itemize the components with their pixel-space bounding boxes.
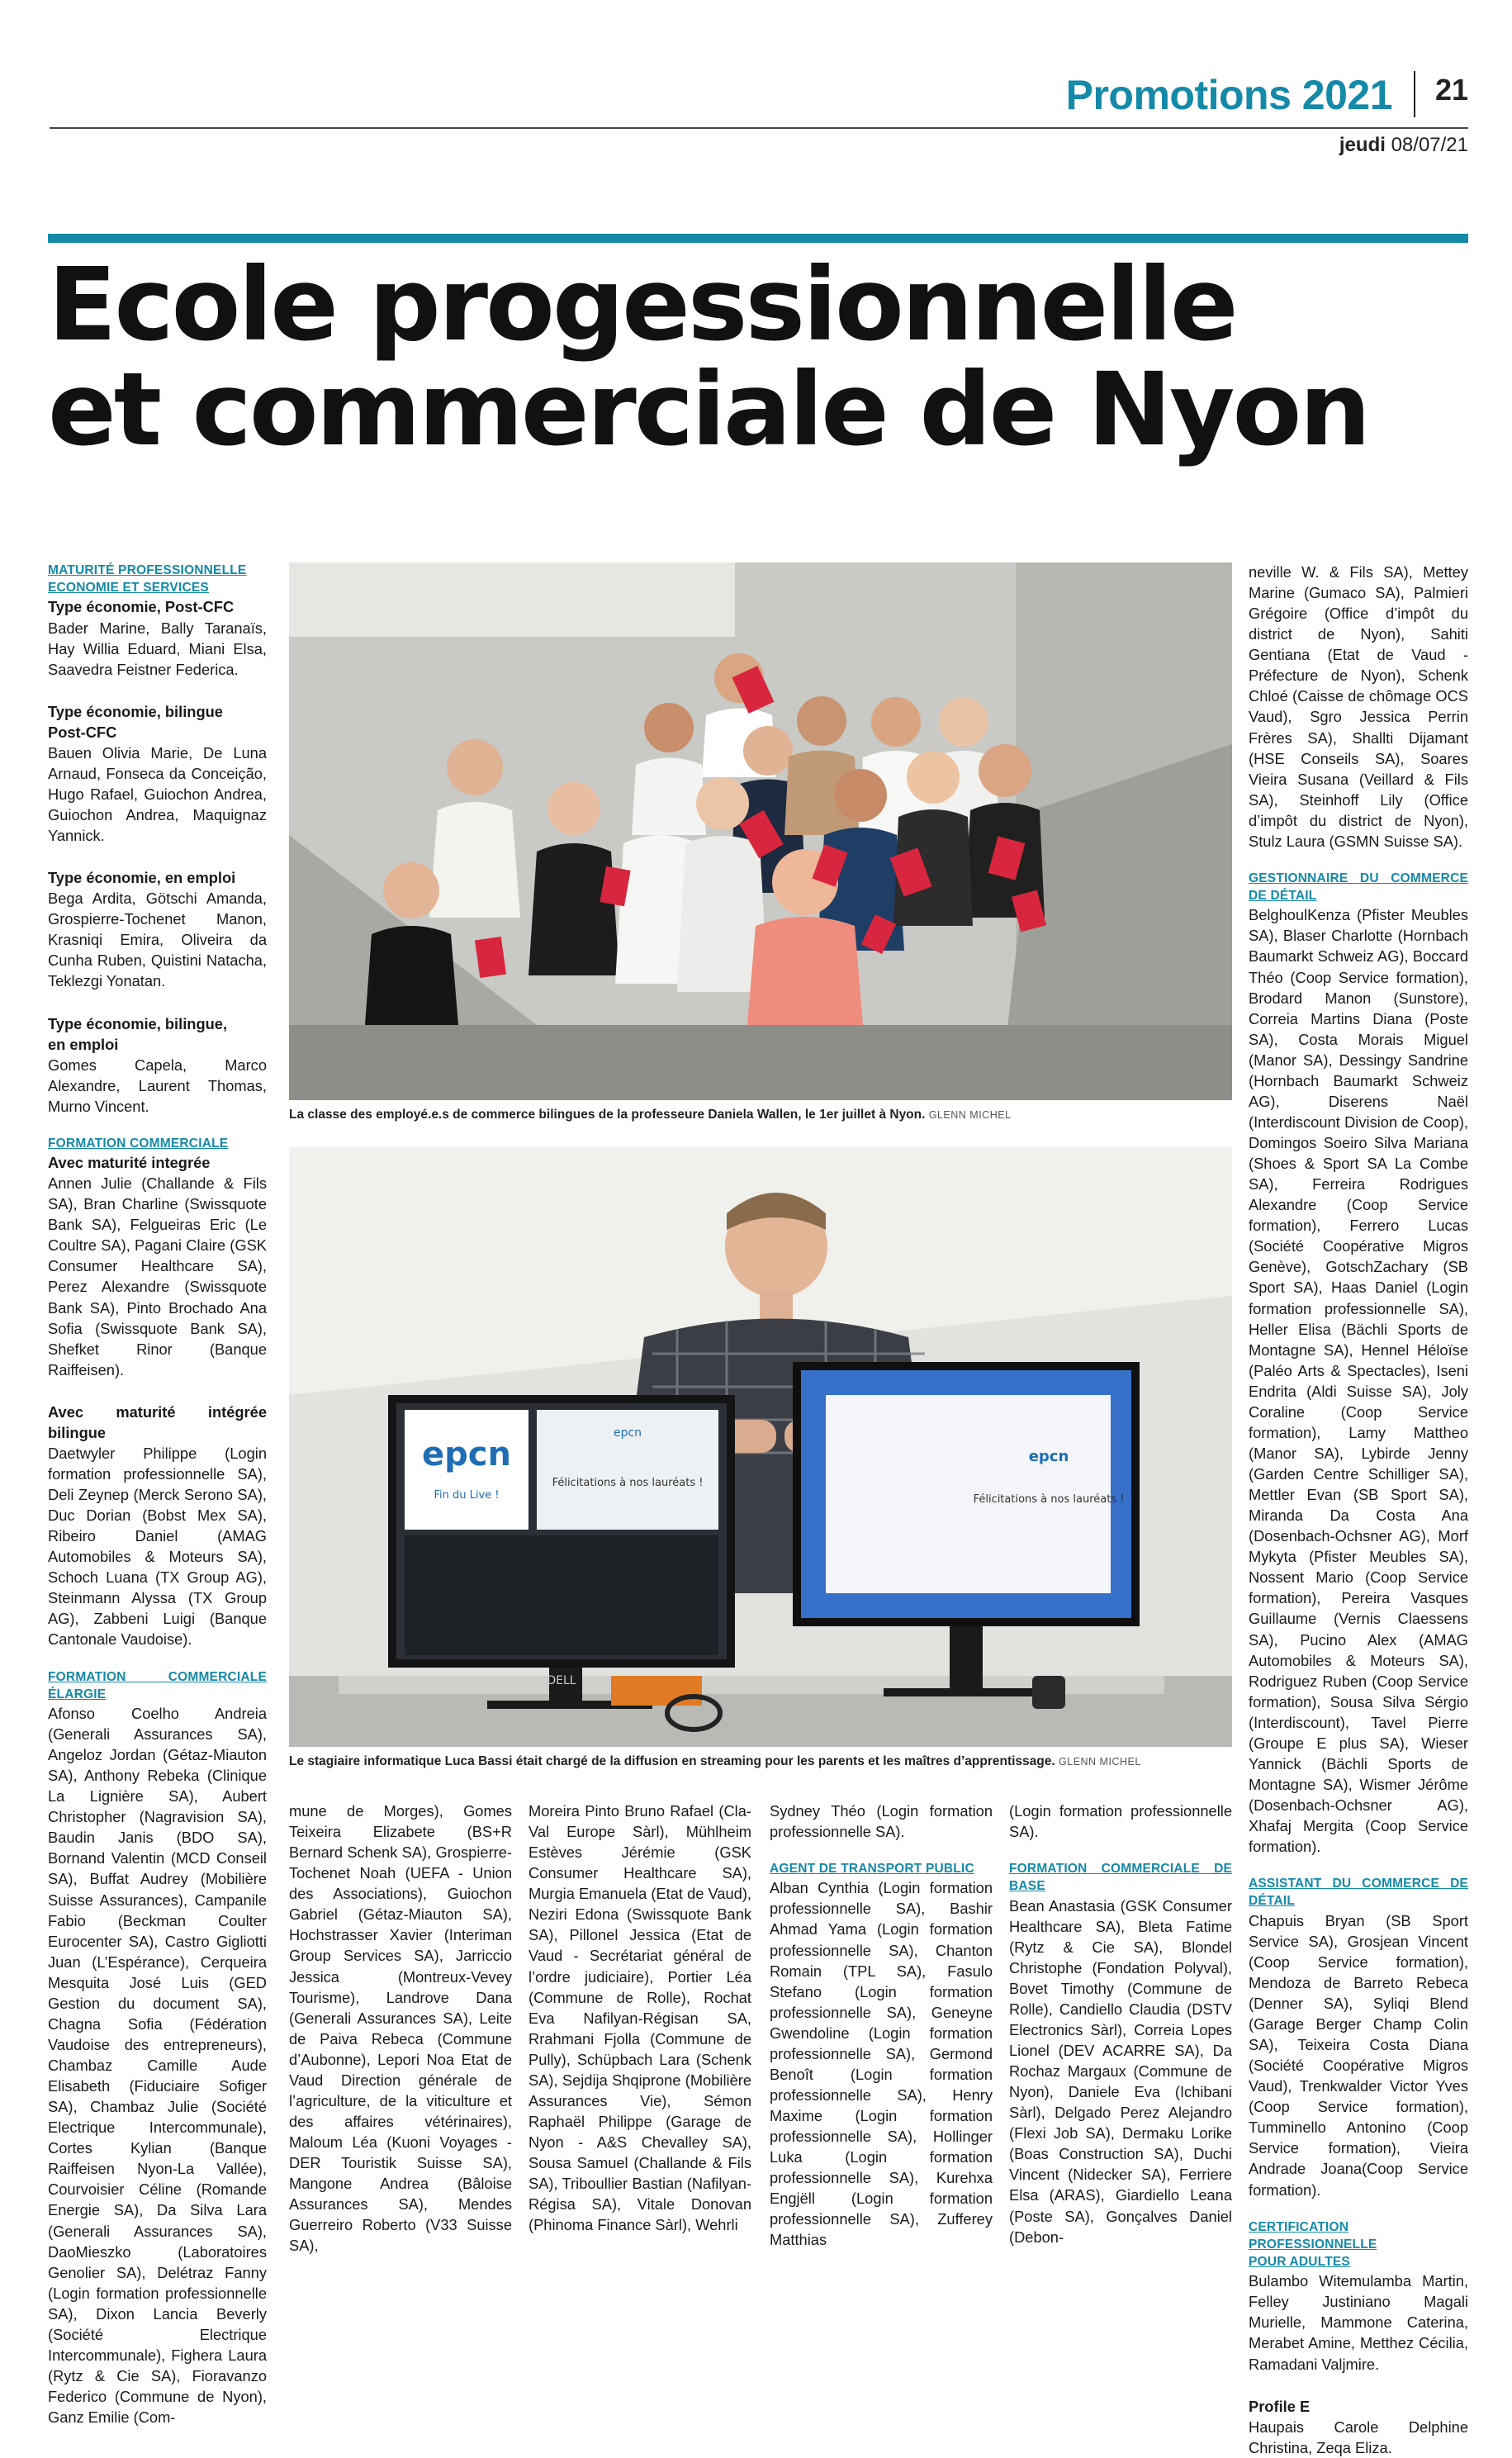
intern-photo-caption [289, 1754, 1141, 1769]
headline-line-2: et commerciale de Nyon [48, 350, 1369, 468]
article-headline [48, 246, 1468, 468]
column-right [1249, 562, 1468, 2458]
name-list: Bulambo Witemulamba Martin, Felley Justiniano Magali Murielle, Mammone Caterina, Merabet Amine, Metthez Cécilia, Ramadani Valjmire. [1249, 2272, 1468, 2373]
intern-screens-photo [289, 1147, 1232, 1747]
photo-credit: GLENN MICHEL [928, 1109, 1012, 1121]
column-bottom-1 [289, 1801, 512, 2256]
photo-credit: GLENN MICHEL [1059, 1756, 1141, 1768]
name-list: Sydney Théo (Login formation professionnelle SA). [770, 1802, 993, 1841]
name-list: Annen Julie (Challande & Fils SA), Bran Charline (Swissquote Bank SA), Felgueiras Eric (Le Coultre SA), Pagani Claire (GSK Consumer Healthcare SA), Perez Alexandre (Swissquote Bank SA), Pinto Brochado Ana Sofia (Swissquote Bank SA), Shefket Rinor (Banque Raiffeisen). [48, 1174, 267, 1378]
date-value: 08/07/21 [1391, 134, 1468, 156]
section-heading: GESTIONNAIRE DU COMMERCE DE DÉTAIL [1249, 871, 1468, 904]
subheading: Type économie, bilingue Post-CFC [48, 702, 223, 741]
subheading: Avec maturité integrée [48, 1154, 211, 1172]
subheading: Avec maturité intégrée bilingue [48, 1402, 267, 1441]
screen-logo-left: epcn [422, 1435, 511, 1473]
screen-logo-small: epcn [613, 1426, 642, 1440]
page-header [50, 66, 1468, 156]
name-list: BelghoulKenza (Pfister Meubles SA), Blaser Charlotte (Hornbach Baumarkt Schweiz AG), Boccard Théo (Coop Service formation), Brodard Manon (Sunstore), Correia Martins Diana (Poste SA), Costa Morais Miguel (Manor SA), Dessingy Sandrine (Hornbach Baumarkt Schweiz AG), Diserens Naël (Interdiscount Division de Coop), Domingos Soeiro Silva Mariana (Shoes & Sport SA La Combe SA), Ferreira Rodrigues Alexandre (Coop Service formation), Ferrero Lucas (Société Coopérative Migros Genève), GotschZachary (SB Sport SA), Haas Daniel (Login formation professionnelle SA), Heller Elisa (Bächli Sports de Montagne SA), Hennel Héloïse (Paléo Arts & Spectacles), Iseni Endrita (Aldi Suisse SA), Joly Coraline (Coop Service formation), Lamy Mattheo (Manor SA), Lybirde Jenny (Garden Centre Schilliger SA), Mettler Evan (SB Sport SA), Miranda Da Costa Ana (Dosenbach-Ochsner AG), Morf Mykyta (Pfister Meubles SA), Nossent Mario (Coop Service formation), Pereira Vasques Guillaume (Vernis Claessens SA), Pucino Alex (AMAG Automobiles & Moteurs SA), Rodriguez Ruben (Coop Service formation), Sousa Silva Sérgio (Interdiscount), Tavel Pierre (Groupe E plus SA), Wieser Yannick (Bächli Sports de Montagne SA), Wismer Jérôme (Dosenbach-Ochsner AG), Xhafaj Mergita (Coop Service formation). [1249, 906, 1468, 1856]
name-list: Haupais Carole Delphine Christina, Zeqa Eliza. [1249, 2418, 1468, 2456]
subheading: Type économie, en emploi [48, 869, 236, 887]
subheading: Type économie, Post-CFC [48, 598, 235, 616]
day-label: jeudi [1339, 134, 1386, 156]
section-heading: MATURITÉ PROFESSIONNELLE ECONOMIE ET SERVICES [48, 563, 247, 596]
name-list: Afonso Coelho Andreia (Generali Assurances SA), Angeloz Jordan (Gétaz-Miauton SA), Anthony Rebeka (Clinique La Lignière SA), Aubert Christopher (Nagravision SA), Baudin Janis (BDO SA), Bornand Valentin (MCD Conseil SA), Buffat Audrey (Mobilière Suisse Assurances), Campanile Fabio (Beckman Coulter Eurocenter SA), Castro Gigliotti Juan (L’Espérance), Cerqueira Mesquita José Luis (GED Gestion du document SA), Chagna Sofia (Fédération Vaudoise des entrepreneurs), Chambaz Camille Aude Elisabeth (Fiduciaire Sofiger SA), Chambaz Julie (Société Electrique Intercommunale), Cortes Kylian (Banque Raiffeisen Nyon-La Vallée), Courvoisier Céline (Romande Energie SA), Da Silva Lara (Generali Assurances SA), DaoMieszko (Laboratoires Genolier SA), Delétraz Fanny (Login formation professionnelle SA), Dixon Lancia Beverly (Société Electrique Intercommunale), Fighera Laura (Rytz & Cie SA), Fioravanzo Federico (Commune de Nyon), Ganz Emilie (Com- [48, 1704, 267, 2427]
name-list: Bega Ardita, Götschi Amanda, Grospierre-Tochenet Manon, Krasniqi Emira, Oliveira da Cunha Ruben, Quistini Natacha, Teklezgi Yonatan. [48, 890, 267, 990]
section-heading: AGENT DE TRANSPORT PUBLIC [770, 1862, 974, 1877]
section-heading: CERTIFICATION PROFESSIONNELLE POUR ADULTES [1249, 2219, 1377, 2270]
name-list: neville W. & Fils SA), Mettey Marine (Gumaco SA), Palmieri Grégoire (Office d’impôt du district de Nyon), Sahiti Gentiana (Etat de Vaud - Préfecture de Nyon), Schenk Chloé (Caisse de chômage OCS Vaud), Sgro Jessica Perrin Frères SA), Shallti Dijamant (HSE Conseils SA), Soares Vieira Susana (Veillard & Fils SA), Steinhoff Lily (Office d’impôt du district de Nyon), Stulz Laura (GSMN Suisse SA). [1249, 563, 1468, 850]
screen-message-right: Félicitations à nos lauréats ! [973, 1493, 1125, 1506]
headline-line-1: Ecole progessionnelle [48, 246, 1236, 363]
subheading: Profile E [1249, 2397, 1311, 2415]
column-bottom-3 [770, 1801, 993, 2250]
column-left [48, 562, 267, 2427]
caption-text: Le stagiaire informatique Luca Bassi était chargé de la diffusion en streaming pour les parents et les maîtres d’apprentissage. [289, 1754, 1055, 1768]
screen-message-left: Félicitations à nos lauréats ! [552, 1477, 704, 1489]
name-list: mune de Morges), Gomes Teixeira Elizabete (BS+R Bernard Schenk SA), Grospierre-Tochenet Noah (UEFA - Union des Associations), Guiochon Gabriel (Gétaz-Miauton SA), Hochstrasser Xavier (Interiman Group Services SA), Jarriccio Jessica (Montreux-Vevey Tourisme), Landrove Dana (Generali Assurances SA), Leite de Paiva Rebeca (Commune d’Aubonne), Lepori Noa Etat de Vaud Direction générale de l’agriculture, de la viticulture et des affaires vétérinaires), Maloum Léa (Kuoni Voyages - DER Touristik Suisse SA), Mangone Andrea (Bâloise Assurances SA), Mendes Guerreiro Roberto (V33 Suisse SA), [289, 1802, 512, 2255]
class-group-illustration [289, 562, 1232, 1100]
section-heading: ASSISTANT DU COMMERCE DE DÉTAIL [1249, 1877, 1468, 1909]
class-group-photo [289, 562, 1232, 1100]
header-separator [1414, 71, 1415, 117]
date-line [1339, 134, 1468, 157]
section-heading: FORMATION COMMERCIALE ÉLARGIE [48, 1669, 267, 1701]
name-list: Bader Marine, Bally Taranaïs, Hay Willia Eduard, Miani Elsa, Saavedra Feistner Federica. [48, 619, 267, 678]
name-list: Bean Anastasia (GSK Consumer Healthcare SA), Bleta Fatime (Rytz & Cie SA), Blondel Christophe (Fondation Polyval), Bovet Timothy (Commune de Rolle), Candiello Claudia (DSTV Electronics Sàrl), Correia Lopes Lionel (DEV ACARRE SA), Da Rochaz Margaux (Commune de Nyon), Daniele Eva (Ichibani Sàrl), Delgado Perez Alejandro (Flexi Job SA), Dermaku Lorike (Boas Construction SA), Duchi Vincent (Nidecker SA), Ferriere Elsa (ARAS), Giardiello Leana (Poste SA), Gonçalves Daniel (Debon- [1009, 1896, 1232, 2246]
header-rule [50, 127, 1468, 129]
section-heading: FORMATION COMMERCIALE [48, 1136, 229, 1151]
page-number: 21 [1434, 73, 1468, 107]
name-list: Alban Cynthia (Login formation professionnelle SA), Bashir Ahmad Yama (Login formation professionnelle SA), Chanton Romain (TPL SA), Fasulo Stefano (Login formation professionnelle SA), Geneyne Gwendoline (Login formation professionnelle SA), Germond Benoît (Login formation professionnelle SA), Henry Maxime (Login formation professionnelle SA), Hollinger Luka (Login formation professionnelle SA), Kurehxa Engjëll (Login formation professionnelle SA), Zufferey Matthias [770, 1879, 993, 2249]
name-list: Chapuis Bryan (SB Sport Service SA), Grosjean Vincent (Coop Service formation), Mendoza de Barreto Rebeca (Denner SA), Syliqi Blend (Garage Berger Champ Colin SA), Teixeira Costa Diana (Société Coopérative Migros Vaud), Trenkwalder Victor Yves (Coop Service formation), Tumminello Antonino (Coop Service formation), Vieira Andrade Joana(Coop Service formation). [1249, 1911, 1468, 2199]
headline-accent-bar [48, 234, 1468, 243]
column-bottom-2 [528, 1801, 751, 2235]
monitor-brand: DELL [547, 1674, 576, 1687]
subheading: Type économie, bilingue, en emploi [48, 1014, 228, 1053]
name-list: Gomes Capela, Marco Alexandre, Laurent Thomas, Murno Vincent. [48, 1056, 267, 1115]
name-list: Bauen Olivia Marie, De Luna Arnaud, Fonseca da Conceição, Hugo Rafael, Guiochon Andrea, Guiochon Andrea, Maquignaz Yannick. [48, 743, 267, 845]
section-title: Promotions 2021 [1065, 72, 1392, 118]
caption-text: La classe des employé.e.s de commerce bilingues de la professeure Daniela Wallen, le 1er juillet à Nyon. [289, 1108, 926, 1122]
name-list: (Login formation professionnelle SA). [1009, 1802, 1232, 1841]
name-list: Daetwyler Philippe (Login formation professionnelle SA), Deli Zeynep (Merck Serono SA), Duc Dorian (Bobst Mex SA), Ribeiro Daniel (AMAG Automobiles & Moteurs SA), Schoch Luana (TX Group AG), Steinmann Alyssa (TX Group AG), Zabbeni Luigi (Banque Cantonale Vaudoise). [48, 1444, 267, 1649]
name-list: Moreira Pinto Bruno Rafael (Cla-Val Europe Sàrl), Mühlheim Estèves Jérémie (GSK Consumer Healthcare SA), Murgia Emanuela (Etat de Vaud), Neziri Edona (Swissquote Bank SA), Pillonel Jessica (Etat de Vaud - Secrétariat général de l’ordre judiciaire), Portier Léa (Commune de Rolle), Rochat Eva Nafilyan-Régisan SA, Rrahmani Fjolla (Commune de Pully), Schüpbach Lara (Schenk SA), Sejdija Shqiprone (Mobilière Assurances Vie), Sémon Raphaël Philippe (Garage de Nyon - A&S Chevalley SA), Sousa Samuel (Challande & Fils SA), Triboullier Bastian (Nafilyan-Régisa SA), Vitale Donovan (Phinoma Finance Sàrl), Wehrli [528, 1802, 751, 2234]
column-bottom-4 [1009, 1801, 1232, 2247]
screen-tagline: Fin du Live ! [434, 1489, 500, 1502]
intern-illustration [289, 1147, 1232, 1747]
screen-logo-right: epcn [1028, 1448, 1069, 1465]
class-photo-caption [289, 1108, 1012, 1122]
section-heading: FORMATION COMMERCIALE DE BASE [1009, 1862, 1232, 1894]
